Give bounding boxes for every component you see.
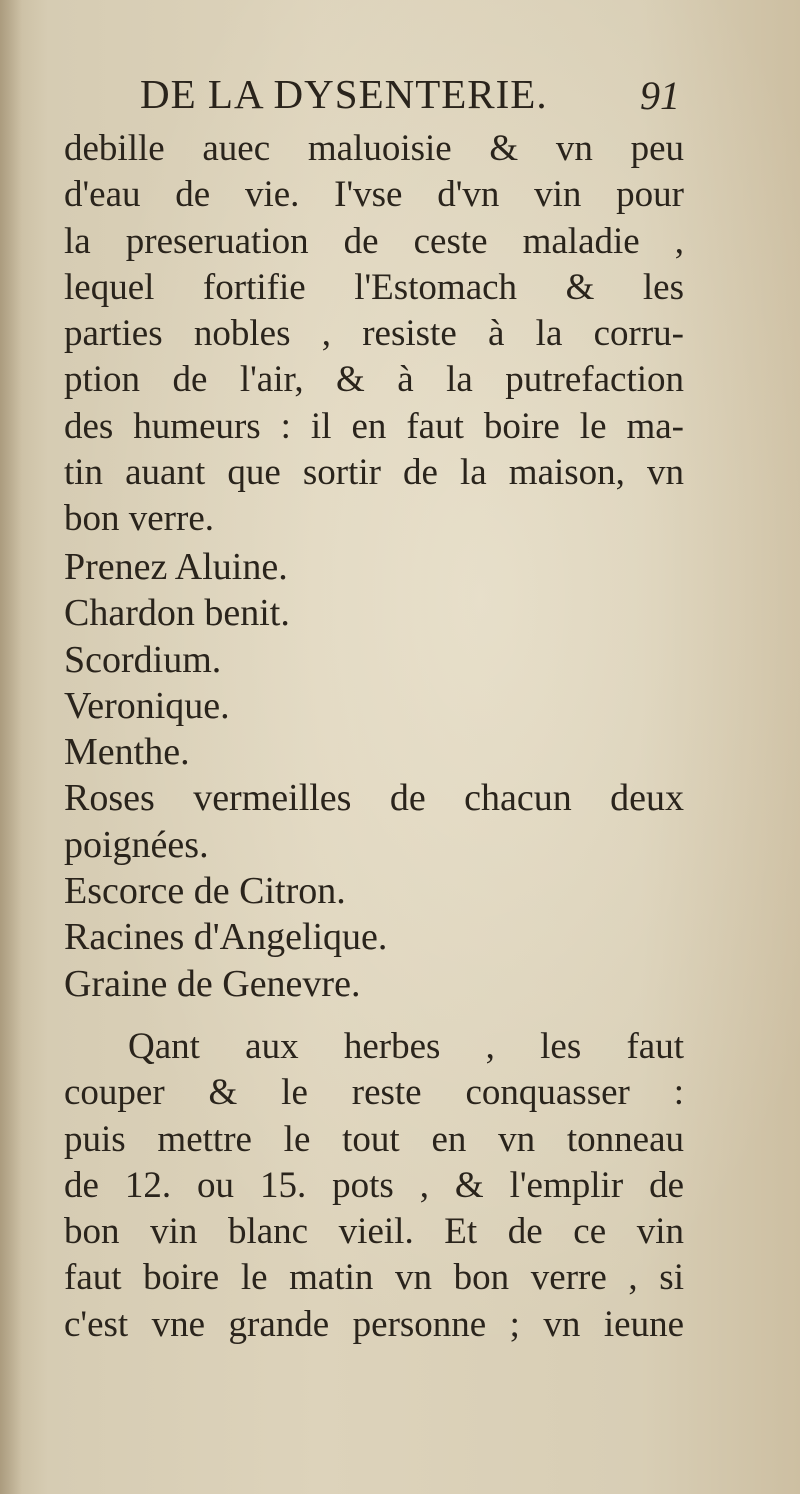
- page-number: 91: [640, 73, 680, 118]
- text-line: parties nobles , resiste à la corru-: [64, 313, 684, 355]
- recipe-ingredient-list: [64, 544, 684, 1007]
- text-line: lequel fortifie l'Estomach & les: [64, 266, 684, 308]
- text-line: faut boire le matin vn bon verre , si: [64, 1257, 684, 1299]
- ingredient-line: Chardon benit.: [64, 592, 290, 635]
- ingredient-line: Scordium.: [64, 638, 222, 681]
- text-line: puis mettre le tout en vn tonneau: [64, 1118, 684, 1160]
- ingredient-line: Racines d'Angelique.: [64, 916, 388, 959]
- paragraph-preparation: [64, 1024, 684, 1348]
- text-line: d'eau de vie. I'vse d'vn vin pour: [64, 174, 684, 216]
- paragraph-preservative-wine: [64, 126, 684, 543]
- ingredient-line: Prenez Aluine.: [64, 546, 288, 588]
- ingredient-line: poignées.: [64, 823, 209, 866]
- ingredient-line: Escorce de Citron.: [64, 870, 346, 913]
- text-line: ption de l'air, & à la putrefaction: [64, 359, 684, 401]
- text-line: bon verre.: [64, 498, 214, 540]
- text-line: c'est vne grande personne ; vn ieune: [64, 1303, 684, 1345]
- ingredient-line: Veronique.: [64, 684, 230, 727]
- text-line: Qant aux herbes , les faut: [128, 1026, 684, 1067]
- text-line: debille auec maluoisie & vn peu: [64, 128, 684, 169]
- text-line: la preseruation de ceste maladie ,: [64, 220, 684, 262]
- text-line: bon vin blanc vieil. Et de ce vin: [64, 1211, 684, 1253]
- text-line: de 12. ou 15. pots , & l'emplir de: [64, 1164, 684, 1206]
- page-gutter-shadow: [0, 0, 22, 1494]
- text-line: tin auant que sortir de la maison, vn: [64, 452, 684, 494]
- ingredient-line: Graine de Genevre.: [64, 962, 361, 1005]
- ingredient-line: Roses vermeilles de chacun deux: [64, 777, 684, 820]
- ingredient-line: Menthe.: [64, 731, 190, 774]
- text-line: couper & le reste conquasser :: [64, 1072, 684, 1114]
- running-head: DE LA DYSENTERIE.: [140, 71, 548, 117]
- text-line: des humeurs : il en faut boire le ma-: [64, 405, 684, 447]
